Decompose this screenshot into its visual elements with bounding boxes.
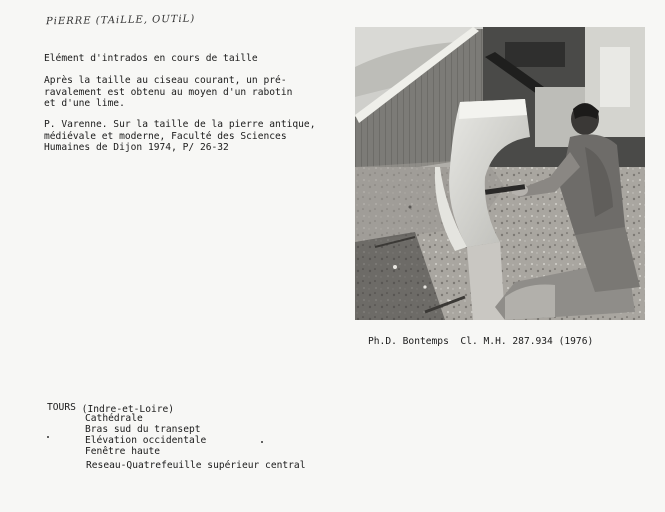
photo-description bbox=[44, 75, 292, 110]
location-department: (Indre-et-Loire) bbox=[81, 404, 175, 415]
location-elevation: Elévation occidentale bbox=[85, 435, 207, 446]
location-building: Cathédrale bbox=[85, 413, 143, 424]
photo-credit: Ph.D. Bontemps Cl. M.H. 287.934 (1976) bbox=[368, 336, 594, 347]
description-line-1: Après la taille au ciseau courant, un pré- bbox=[44, 75, 287, 86]
description-line-2: ravalement est obtenu au moyen d'un rabotin bbox=[44, 86, 293, 98]
description-line-3: et d'une lime. bbox=[44, 98, 125, 109]
location-city: TOURS bbox=[47, 402, 76, 413]
photo-title: Elément d'intrados en cours de taille bbox=[44, 53, 258, 64]
stonemason-photograph bbox=[355, 27, 645, 320]
location-window: Fenêtre haute bbox=[85, 446, 161, 457]
photograph-illustration bbox=[355, 27, 645, 320]
location-detail: Reseau-Quatrefeuille supérieur central bbox=[86, 460, 306, 471]
reference-line-2: médiévale et moderne, Faculté des Sciences bbox=[44, 130, 287, 142]
reference-line-3: Humaines de Dijon 1974, P/ 26-32 bbox=[44, 142, 229, 153]
bibliographic-reference bbox=[44, 119, 315, 154]
speck-mark bbox=[261, 441, 263, 443]
location-part: Bras sud du transept bbox=[85, 424, 201, 435]
handwritten-subject-note: PiERRE (TAiLLE, OUTiL) bbox=[45, 13, 196, 28]
location-block bbox=[47, 402, 306, 471]
speck-mark bbox=[47, 436, 49, 438]
reference-line-1: P. Varenne. Sur la taille de la pierre antique, bbox=[44, 119, 316, 130]
